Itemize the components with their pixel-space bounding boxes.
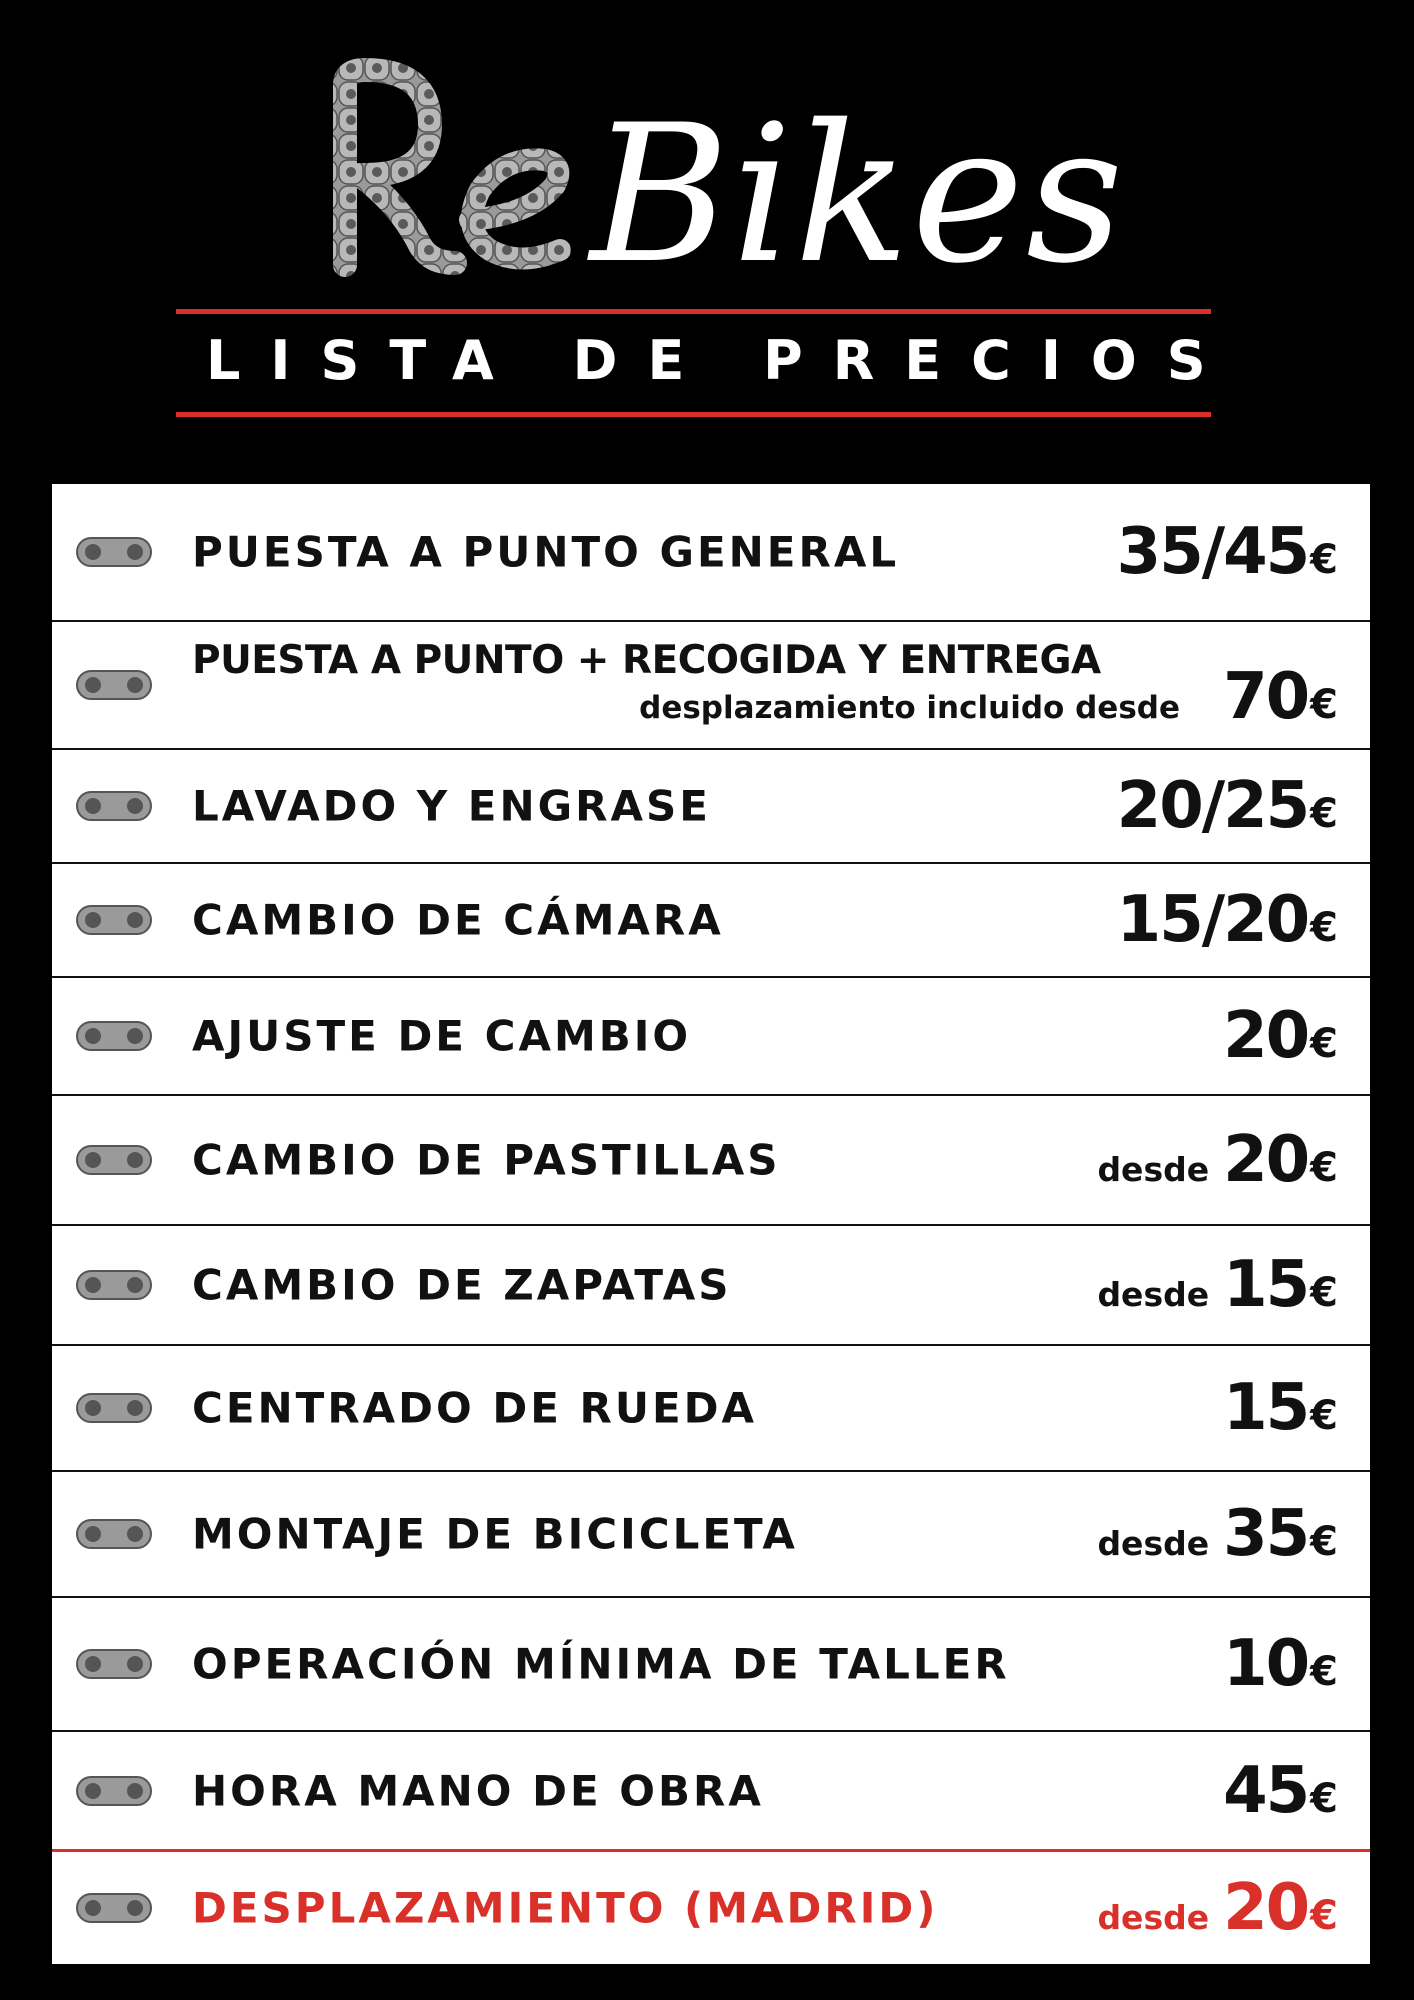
price-row — [52, 864, 1370, 978]
price-row — [52, 750, 1370, 864]
price-amount: 20 — [1223, 1871, 1309, 1945]
service-name: CENTRADO DE RUEDA — [192, 1383, 758, 1433]
price-amount: 15 — [1223, 1248, 1309, 1322]
service-price — [1117, 515, 1338, 589]
price-amount: 20 — [1223, 999, 1309, 1073]
price-amount: 15/20 — [1116, 883, 1309, 957]
price-currency: € — [1310, 1393, 1338, 1439]
service-price — [1223, 1754, 1338, 1828]
service-price — [1117, 769, 1338, 843]
price-row — [52, 1346, 1370, 1472]
chain-link-icon — [76, 1517, 152, 1551]
chain-link-icon — [76, 789, 152, 823]
price-currency: € — [1310, 1021, 1338, 1067]
service-price — [1117, 883, 1338, 957]
rebikes-logo-icon — [0, 55, 1414, 295]
chain-link-icon — [76, 1268, 152, 1302]
service-name: HORA MANO DE OBRA — [192, 1766, 764, 1815]
price-currency: € — [1310, 1145, 1338, 1191]
price-prefix: desde — [1097, 1150, 1210, 1189]
service-price — [1097, 1497, 1338, 1571]
service-name: CAMBIO DE CÁMARA — [192, 895, 724, 945]
price-amount: 10 — [1223, 1627, 1309, 1701]
chain-link-icon — [76, 1891, 152, 1925]
service-name: PUESTA A PUNTO + RECOGIDA Y ENTREGA — [192, 638, 1101, 683]
service-note: desplazamiento incluido desde — [639, 690, 1180, 726]
service-price — [1223, 1371, 1338, 1445]
service-price — [1223, 999, 1338, 1073]
service-name: PUESTA A PUNTO GENERAL — [192, 527, 900, 577]
chain-link-icon — [76, 1143, 152, 1177]
price-row — [52, 1472, 1370, 1598]
price-amount: 15 — [1223, 1371, 1309, 1445]
price-row — [52, 484, 1370, 622]
price-row — [52, 1226, 1370, 1346]
price-row — [52, 622, 1370, 750]
price-row — [52, 1096, 1370, 1226]
price-amount: 20/25 — [1116, 769, 1309, 843]
chain-link-icon — [76, 1391, 152, 1425]
chain-link-icon — [76, 903, 152, 937]
price-row — [52, 1598, 1370, 1732]
chain-link-icon — [76, 1019, 152, 1053]
price-amount: 35 — [1223, 1497, 1309, 1571]
price-currency: € — [1310, 1519, 1338, 1565]
price-row-highlight — [52, 1852, 1370, 1964]
price-currency: € — [1310, 1775, 1338, 1822]
price-currency: € — [1310, 1893, 1338, 1939]
service-name: DESPLAZAMIENTO (MADRID) — [192, 1883, 939, 1933]
price-prefix: desde — [1097, 1275, 1210, 1314]
price-currency: € — [1310, 1270, 1338, 1316]
header-rule-top — [176, 309, 1211, 314]
service-name: LAVADO Y ENGRASE — [192, 781, 711, 831]
price-amount: 20 — [1223, 1123, 1309, 1197]
page-subtitle: LISTA DE PRECIOS — [206, 329, 1236, 392]
price-list — [52, 484, 1370, 1964]
chain-link-icon — [76, 1774, 152, 1808]
chain-link-icon — [76, 1647, 152, 1681]
price-currency: € — [1310, 791, 1338, 837]
brand-script: Bikes — [590, 84, 1126, 295]
price-currency: € — [1310, 682, 1338, 728]
service-name: OPERACIÓN MÍNIMA DE TALLER — [192, 1639, 1010, 1689]
service-name: AJUSTE DE CAMBIO — [192, 1011, 692, 1061]
price-row — [52, 978, 1370, 1096]
price-currency: € — [1310, 537, 1338, 583]
service-price — [1097, 1123, 1338, 1197]
service-name: CAMBIO DE ZAPATAS — [192, 1260, 732, 1310]
price-prefix: desde — [1097, 1524, 1210, 1563]
brand-logo — [0, 55, 1414, 295]
service-price — [1223, 1627, 1338, 1701]
price-currency: € — [1310, 905, 1338, 951]
price-row — [52, 1732, 1370, 1852]
price-prefix: desde — [1097, 1898, 1210, 1937]
service-name: MONTAJE DE BICICLETA — [192, 1509, 798, 1559]
price-currency: € — [1310, 1649, 1338, 1695]
chain-link-icon — [76, 668, 152, 702]
service-price — [1097, 1871, 1338, 1945]
header-rule-bottom — [176, 412, 1211, 417]
price-amount: 35/45 — [1116, 515, 1309, 589]
service-price — [1097, 1248, 1338, 1322]
service-price — [1223, 660, 1338, 734]
service-name: CAMBIO DE PASTILLAS — [192, 1135, 781, 1185]
price-amount: 45 — [1223, 1753, 1309, 1828]
price-amount: 70 — [1223, 660, 1309, 734]
chain-link-icon — [76, 535, 152, 569]
